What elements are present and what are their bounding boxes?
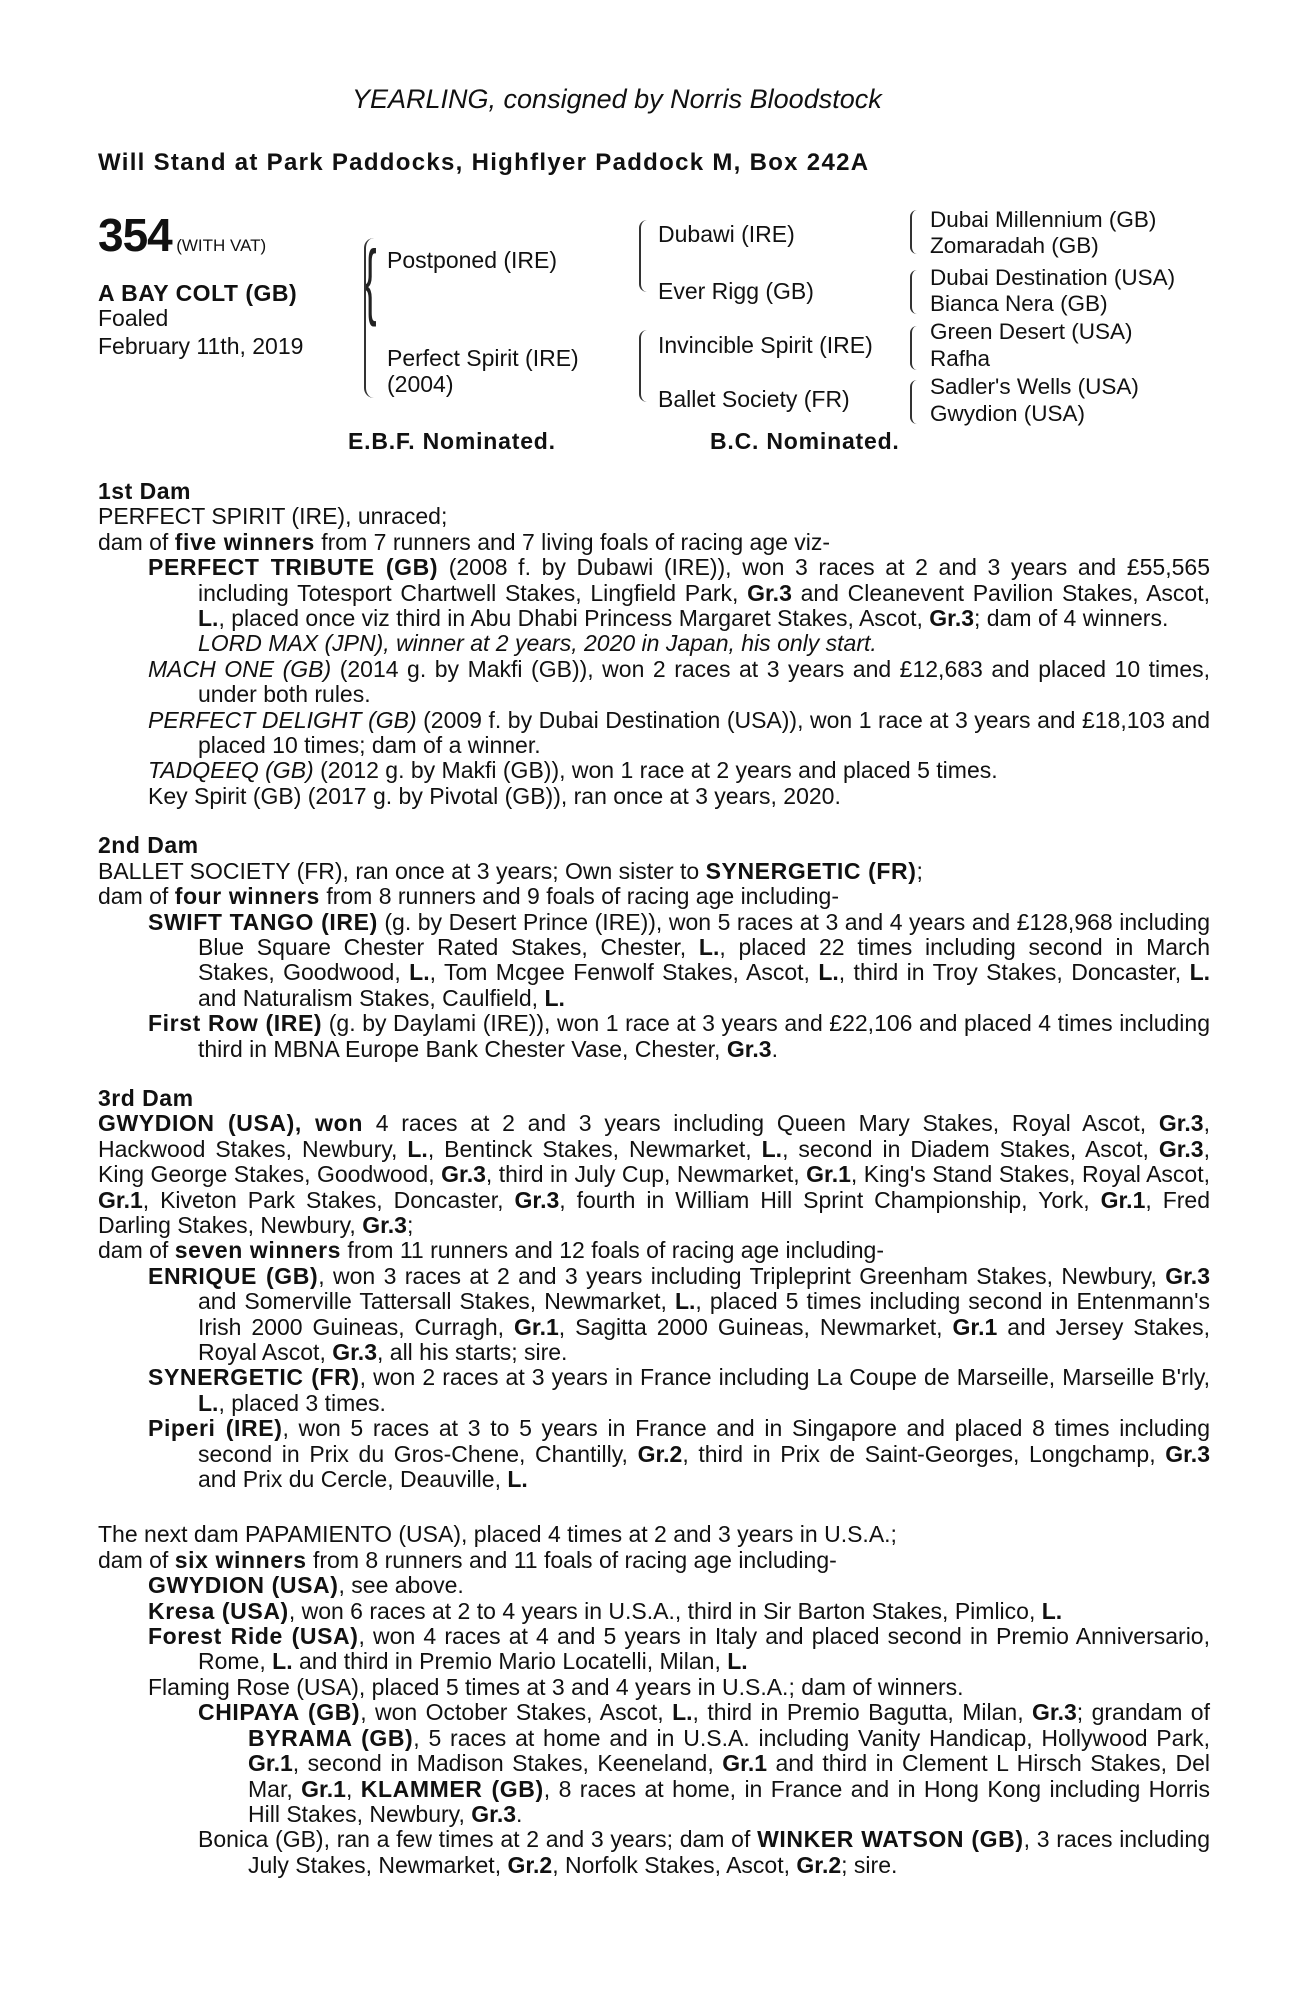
foaled-date: February 11th, 2019 (98, 333, 304, 359)
produce-entry: Forest Ride (USA), won 4 races at 4 and 5 years in Italy and placed second in Premio Anniversario, Rome, L. and third in Premio Mario Locatelli, Milan, L. (148, 1623, 1210, 1675)
lot-number-line (98, 208, 266, 262)
pedigree-bracket-3b (910, 270, 919, 314)
second-dam-title: 2nd Dam (98, 832, 199, 859)
produce-sub-entry: Bonica (GB), ran a few times at 2 and 3 years; dam of WINKER WATSON (GB), 3 races including July Stakes, Newmarket, Gr.2, Norfolk Stakes, Ascot, Gr.2; sire. (198, 1826, 1210, 1878)
pedigree-dam-sire: Invincible Spirit (IRE) (658, 332, 873, 358)
catalogue-body (98, 479, 1210, 1878)
first-dam-title: 1st Dam (98, 478, 191, 504)
produce-entry: ENRIQUE (GB), won 3 races at 2 and 3 years including Tripleprint Greenham Stakes, Newbury, Gr.3 and Somerville Tattersall Stakes, Newmarket, L., placed 5 times including second in Entenmann's Irish 2000 Guineas, Curragh, Gr.1, Sagitta 2000 Guineas, Newmarket, Gr.1 and Jersey Stakes, Royal Ascot, Gr.3, all his starts; sire. (148, 1262, 1210, 1365)
pedigree-bracket-1 (364, 233, 377, 398)
second-dam-line: BALLET SOCIETY (FR), ran once at 3 years; Own sister to SYNERGETIC (FR); (98, 857, 923, 884)
produce-entry: SYNERGETIC (FR), won 2 races at 3 years in France including La Coupe de Marseille, Marseille B'rly, L., placed 3 times. (148, 1364, 1210, 1416)
pedigree-sire: Postponed (IRE) (387, 247, 558, 273)
pedigree-g4: Bianca Nera (GB) (930, 291, 1108, 316)
lot-number: 354 (98, 209, 172, 261)
pedigree-g7: Sadler's Wells (USA) (930, 374, 1139, 399)
third-dam-paragraph: GWYDION (USA), won 4 races at 2 and 3 years including Queen Mary Stakes, Royal Ascot, Gr.3, Hackwood Stakes, Newbury, L., Bentinck Stakes, Newmarket, L., second in Diadem Stakes, Ascot, Gr.3, King George Stakes, Goodwood, Gr.3, third in July Cup, Newmarket, Gr.1, King's Stand Stakes, Royal Ascot, Gr.1, Kiveton Park Stakes, Doncaster, Gr.3, fourth in William Hill Sprint Championship, York, Gr.1, Fred Darling Stakes, Newbury, Gr.3; (98, 1110, 1211, 1238)
standing-location: Will Stand at Park Paddocks, Highflyer Paddock M, Box 242A (98, 149, 870, 176)
second-dam-produce-summary: dam of four winners from 8 runners and 9 foals of racing age including- (98, 883, 840, 910)
pedigree-bracket-3d (910, 380, 919, 424)
produce-entry: GWYDION (USA), see above. (148, 1572, 464, 1599)
produce-entry: MACH ONE (GB) (2014 g. by Makfi (GB)), won 2 races at 3 years and £12,683 and placed 10 times, under both rules. (148, 655, 1211, 708)
bc-nomination: B.C. Nominated. (710, 428, 900, 454)
pedigree-bracket-2a (639, 220, 649, 292)
pedigree-dam-year: (2004) (387, 371, 454, 397)
ebf-nomination: E.B.F. Nominated. (348, 428, 556, 454)
produce-entry: PERFECT TRIBUTE (GB) (2008 f. by Dubawi (IRE)), won 3 races at 2 and 3 years and £55,565 including Totesport Chartwell Stakes, Lingfield Park, Gr.3 and Cleanevent Pavilion Stakes, Ascot, L., placed once viz third in Abu Dhabi Princess Margaret Stakes, Ascot, Gr.3; dam of 4 winners. (148, 554, 1211, 632)
produce-sub-entry: CHIPAYA (GB), won October Stakes, Ascot, L., third in Premio Bagutta, Milan, Gr.3; grandam of BYRAMA (GB), 5 races at home and in U.S.A. including Vanity Handicap, Hollywood Park, Gr.1, second in Madison Stakes, Keeneland, Gr.1 and third in Clement L Hirsch Stakes, Del Mar, Gr.1, KLAMMER (GB), 8 races at home, in France and in Hong Kong including Horris Hill Stakes, Newbury, Gr.3. (198, 1699, 1211, 1827)
first-dam-produce-summary: dam of five winners from 7 runners and 7 living foals of racing age viz- (98, 528, 831, 555)
pedigree-sire-dam-label: Ever Rigg (GB) (658, 278, 814, 304)
pedigree-g6: Rafha (930, 346, 991, 371)
produce-entry: SWIFT TANGO (IRE) (g. by Desert Prince (IRE)), won 5 races at 3 and 4 years and £128,968 including Blue Square Chester Rated Stakes, Chester, L., placed 22 times including second in March Stakes, Goodwood, L., Tom Mcgee Fenwolf Stakes, Ascot, L., third in Troy Stakes, Doncaster, L. and Naturalism Stakes, Caulfield, L. (148, 908, 1211, 1011)
pedigree-dam: Perfect Spirit (IRE) (387, 345, 579, 371)
produce-entry: Piperi (IRE), won 5 races at 3 to 5 years in France and in Singapore and placed 8 times including second in Prix du Gros-Chene, Chantilly, Gr.2, third in Prix de Saint-Georges, Longchamp, Gr.3 and Prix du Cercle, Deauville, L. (148, 1415, 1210, 1493)
foaled-label: Foaled (98, 305, 169, 331)
produce-entry: PERFECT DELIGHT (GB) (2009 f. by Dubai Destination (USA)), won 1 race at 3 years and £18,103 and placed 10 times; dam of a winner. (148, 706, 1210, 759)
sire-brace: { (364, 233, 377, 327)
produce-entry: First Row (IRE) (g. by Daylami (IRE)), won 1 race at 3 years and £22,106 and placed 4 times including third in MBNA Europe Bank Chester Vase, Chester, Gr.3. (148, 1010, 1210, 1062)
third-dam-title: 3rd Dam (98, 1084, 194, 1111)
next-dam-produce-summary: dam of six winners from 8 runners and 11 foals of racing age including- (98, 1546, 837, 1573)
consignment-heading: YEARLING, consigned by Norris Bloodstock (352, 84, 882, 114)
produce-entry: Key Spirit (GB) (2017 g. by Pivotal (GB)), ran once at 3 years, 2020. (148, 782, 841, 809)
pedigree-g1: Dubai Millennium (GB) (930, 207, 1157, 232)
pedigree-sire-sire: Dubawi (IRE) (658, 221, 795, 247)
produce-sub-entry: LORD MAX (JPN), winner at 2 years, 2020 in Japan, his only start. (198, 630, 877, 657)
lot-vat: (WITH VAT) (176, 236, 267, 255)
produce-entry: Flaming Rose (USA), placed 5 times at 3 and 4 years in U.S.A.; dam of winners. (148, 1673, 964, 1700)
pedigree-g2: Zomaradah (GB) (930, 233, 1099, 258)
pedigree-bracket-3c (910, 326, 919, 370)
next-dam-line: The next dam PAPAMIENTO (USA), placed 4 times at 2 and 3 years in U.S.A.; (98, 1521, 897, 1548)
first-dam-line: PERFECT SPIRIT (IRE), unraced; (98, 503, 448, 530)
third-dam-produce-summary: dam of seven winners from 11 runners and 12 foals of racing age including- (98, 1237, 884, 1264)
pedigree-g5: Green Desert (USA) (930, 319, 1133, 344)
lot-title: A BAY COLT (GB) (98, 280, 298, 306)
pedigree-dam-dam: Ballet Society (FR) (658, 386, 850, 412)
pedigree-bracket-3a (910, 210, 919, 254)
pedigree-g8: Gwydion (USA) (930, 401, 1086, 426)
produce-entry: Kresa (USA), won 6 races at 2 to 4 years in U.S.A., third in Sir Barton Stakes, Pimlico, L. (148, 1597, 1063, 1624)
pedigree-bracket-2b (639, 330, 649, 402)
pedigree-g3: Dubai Destination (USA) (930, 265, 1176, 290)
produce-entry: TADQEEQ (GB) (2012 g. by Makfi (GB)), won 1 race at 2 years and placed 5 times. (148, 757, 998, 784)
